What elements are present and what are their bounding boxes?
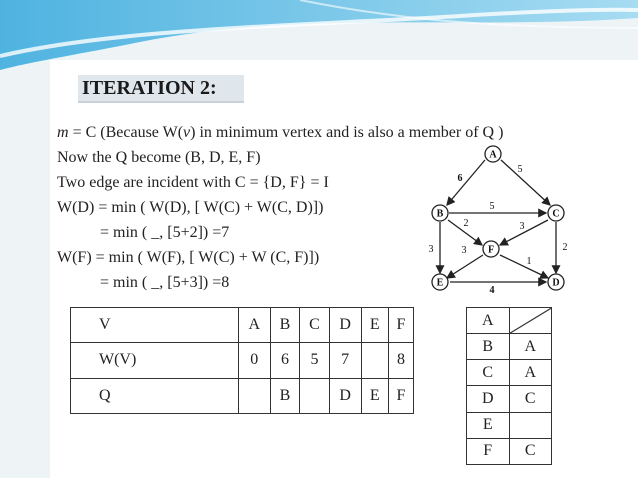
table-cell: 0 — [238, 343, 270, 378]
node-a-label: A — [489, 149, 497, 161]
table-cell — [300, 378, 330, 413]
table-row — [467, 334, 552, 360]
text-line-6: W(F) = min ( W(F), [ W(C) + W (C, F)]) — [57, 249, 320, 266]
table-cell: E — [361, 308, 388, 343]
table-row — [71, 343, 414, 378]
table-cell: 8 — [388, 343, 413, 378]
graph-diagram — [420, 140, 570, 295]
table-cell: A — [238, 308, 270, 343]
table-row — [467, 386, 552, 412]
table-row — [467, 360, 552, 386]
text-line-5: = min ( _, [5+2]) =7 — [100, 224, 230, 241]
var-m: m — [57, 124, 69, 141]
table-cell: D — [329, 308, 361, 343]
edge-f-d — [500, 255, 548, 278]
table-cell — [238, 378, 270, 413]
table-cell: D — [329, 378, 361, 413]
edge-label-a-c: 5 — [517, 164, 523, 175]
table-row — [467, 412, 552, 438]
slide-title: ITERATION 2: — [78, 75, 244, 103]
edge-label-c-d: 2 — [562, 242, 568, 253]
text-line-7: = min ( _, [5+3]) =8 — [100, 274, 230, 291]
table-cell: 7 — [329, 343, 361, 378]
table-cell: D — [467, 386, 510, 412]
table-cell: A — [467, 308, 510, 334]
edge-label-a-b: 6 — [457, 173, 463, 184]
node-f-label: F — [487, 244, 495, 256]
table-cell: Q — [71, 378, 239, 413]
table-cell: B — [270, 378, 300, 413]
edge-label-f-e: 3 — [461, 245, 467, 256]
table-cell: B — [270, 308, 300, 343]
table-cell: 5 — [300, 343, 330, 378]
table-cell: F — [388, 308, 413, 343]
predecessor-table — [466, 307, 552, 465]
table-cell: C — [300, 308, 330, 343]
edge-a-b — [447, 160, 485, 205]
text-line-3: Two edge are incident with C = {D, F} = I — [57, 174, 329, 191]
table-cell-diagonal — [509, 308, 552, 334]
table-cell: C — [509, 386, 552, 412]
table-row — [467, 438, 552, 464]
edge-a-c — [501, 160, 550, 205]
table-row — [71, 378, 414, 413]
table-cell: 6 — [270, 343, 300, 378]
table-cell: C — [509, 438, 552, 464]
table-row — [71, 308, 414, 343]
table-cell: C — [467, 360, 510, 386]
table-cell: E — [361, 378, 388, 413]
edge-label-b-c: 5 — [489, 201, 495, 212]
edge-label-b-f: 2 — [463, 218, 469, 229]
node-c-label: C — [552, 208, 560, 220]
var-v: v — [183, 124, 191, 141]
edge-f-e — [447, 255, 483, 278]
edge-label-f-d: 1 — [526, 256, 532, 267]
node-d-label: D — [552, 277, 560, 289]
edge-label-e-d: 4 — [489, 285, 495, 295]
table-cell: W(V) — [71, 343, 239, 378]
node-b-label: B — [436, 208, 444, 220]
table-cell: A — [509, 334, 552, 360]
weights-table — [70, 307, 414, 414]
table-cell: F — [388, 378, 413, 413]
table-cell: B — [467, 334, 510, 360]
text-line-4: W(D) = min ( W(D), [ W(C) + W(C, D)]) — [57, 199, 324, 216]
table-cell: V — [71, 308, 239, 343]
edge-label-c-f: 3 — [519, 221, 525, 232]
node-e-label: E — [436, 277, 444, 289]
table-cell: E — [467, 412, 510, 438]
table-cell: A — [509, 360, 552, 386]
table-row — [467, 308, 552, 334]
edge-label-b-e: 3 — [428, 244, 434, 255]
text-line-1-b: ) in minimum vertex and is also a member of Q ) — [190, 124, 504, 141]
table-cell: F — [467, 438, 510, 464]
table-cell — [509, 412, 552, 438]
text-line-1-a: = C (Because W( — [68, 124, 184, 141]
text-line-2: Now the Q become (B, D, E, F) — [57, 149, 261, 166]
table-cell — [361, 343, 388, 378]
diagonal-slash — [510, 308, 552, 333]
